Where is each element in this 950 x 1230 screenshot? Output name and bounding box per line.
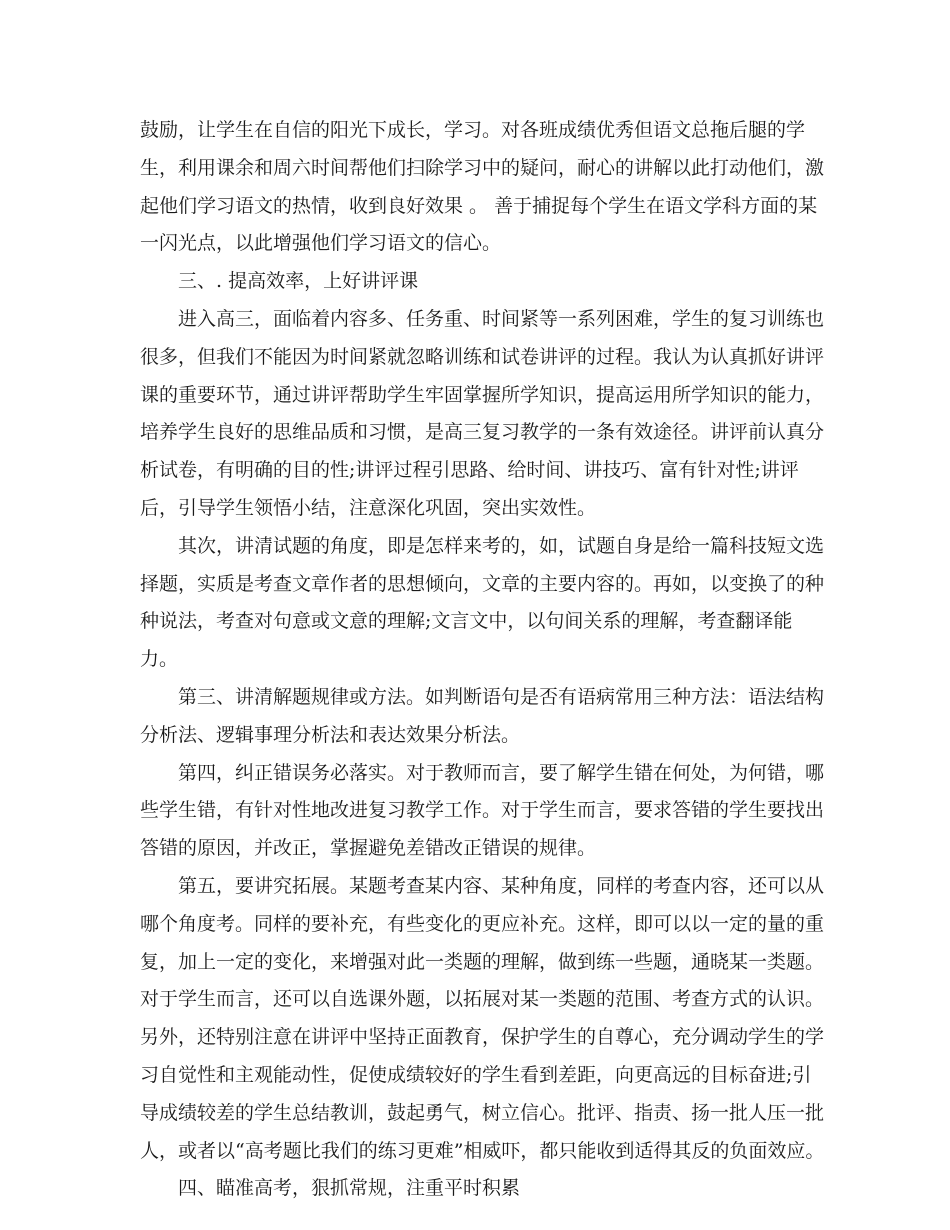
paragraph-second-point: 其次，讲清试题的角度，即是怎样来考的，如，试题自身是给一篇科技短文选择题，实质是考查文章作者的思想倾向，文章的主要内容的。再如，以变换了的种种说法，考查对句意或文意的理解;文言文中，以句间关系的理解，考查翻译能力。 [140, 534, 825, 671]
paragraph-third-point: 第三、讲清解题规律或方法。如判断语句是否有语病常用三种方法：语法结构分析法、逻辑事理分析法和表达效果分析法。 [140, 685, 825, 746]
document-body [140, 112, 830, 1208]
paragraph-review-class: 进入高三，面临着内容多、任务重、时间紧等一系列困难，学生的复习训练也很多，但我们不能因为时间紧就忽略训练和试卷讲评的过程。我认为认真抓好讲评课的重要环节，通过讲评帮助学生牢固掌握所学知识，提高运用所学知识的能力，培养学生良好的思维品质和习惯，是高三复习教学的一条有效途径。讲评前认真分析试卷，有明确的目的性;讲评过程引思路、给时间、讲技巧、富有针对性;讲评后，引导学生领悟小结，注意深化巩固，突出实效性。 [140, 307, 825, 519]
paragraph-continuation: 鼓励，让学生在自信的阳光下成长，学习。对各班成绩优秀但语文总拖后腿的学生，利用课余和周六时间帮他们扫除学习中的疑问，耐心的讲解以此打动他们，激起他们学习语文的热情，收到良好效果 。 善于捕捉每个学生在语文学科方面的某一闪光点，以此增强他们学习语文的信心。 [140, 119, 825, 255]
paragraph-fourth-point: 第四，纠正错误务必落实。对于教师而言，要了解学生错在何处，为何错，哪些学生错，有针对性地改进复习教学工作。对于学生而言，要求答错的学生要找出答错的原因，并改正，掌握避免差错改正错误的规律。 [140, 761, 825, 860]
section-heading-3: 三、. 提高效率，上好讲评课 [178, 270, 419, 293]
section-heading-4: 四、瞄准高考，狠抓常规，注重平时积累 [178, 1177, 521, 1200]
paragraph-fifth-point: 第五，要讲究拓展。某题考查某内容、某种角度，同样的考查内容，还可以从哪个角度考。同样的要补充，有些变化的更应补充。这样，即可以以一定的量的重复，加上一定的变化，来增强对此一类题的理解，做到练一些题，通晓某一类题。对于学生而言，还可以自选课外题，以拓展对某一类题的范围、考查方式的认识。另外，还特别注意在讲评中坚持正面教育，保护学生的自尊心，充分调动学生的学习自觉性和主观能动性，促使成绩较好的学生看到差距，向更高远的目标奋进;引导成绩较差的学生总结教训，鼓起勇气，树立信心。批评、指责、扬一批人压一批人，或者以“高考题比我们的练习更难”相威吓，都只能收到适得其反的负面效应。 [140, 874, 825, 1162]
